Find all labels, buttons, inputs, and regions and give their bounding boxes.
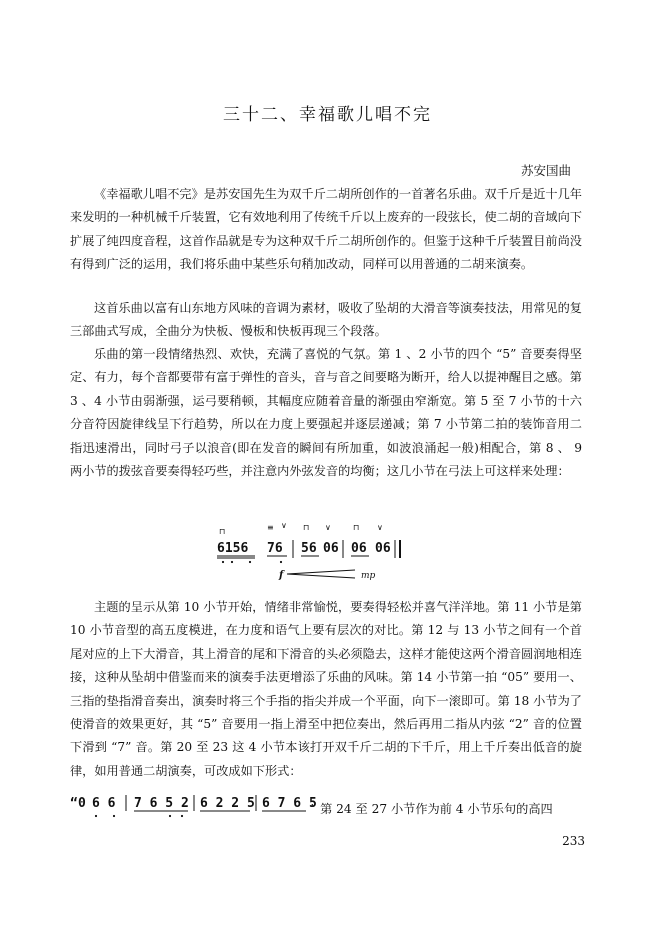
svg-text:⊓: ⊓ bbox=[353, 523, 360, 532]
notation-inline-3: 7 6 5 2 bbox=[134, 796, 189, 811]
notation-inline-4: 6 2 2 5 bbox=[200, 796, 255, 811]
svg-text:∨: ∨ bbox=[377, 523, 383, 532]
score-excerpt-alternate bbox=[70, 781, 317, 825]
svg-text:“: “ bbox=[70, 796, 78, 811]
notation-group-1: 6156 bbox=[217, 541, 249, 556]
notation-inline-2: 6 6 bbox=[92, 796, 116, 811]
notation-group-3: 56 bbox=[301, 541, 317, 556]
svg-text:f: f bbox=[279, 570, 284, 581]
notation-group-2: 76 bbox=[267, 541, 283, 556]
notation-group-5: 06 bbox=[351, 541, 367, 556]
svg-text:∨: ∨ bbox=[325, 523, 331, 532]
notation-group-6: 06 bbox=[375, 541, 391, 556]
svg-text:⊓: ⊓ bbox=[219, 527, 226, 536]
chapter-title: 三十二、幸福歌儿唱不完 bbox=[223, 105, 432, 125]
paragraph-style: 这首乐曲以富有山东地方风味的音调为素材，吸收了坠胡的大滑音等演奏技法，用常见的复三部曲式写成，全曲分为快板、慢板和快板再现三个段落。 bbox=[70, 301, 582, 339]
svg-text:≡: ≡ bbox=[267, 523, 274, 532]
page-number: 233 bbox=[562, 834, 585, 848]
notation-inline-1: 0 bbox=[78, 796, 86, 811]
paragraph-theme: 主题的呈示从第 10 小节开始，情绪非常愉悦，要奏得轻松并喜气洋洋地。第 11 小节是第 10 小节音型的高五度模进，在力度和语气上要有层次的对比。第 12 与 13 小节之间有一个首尾对应的上下大滑音，其上滑音的尾和下滑音的头必须隐去，这样才能使这两个滑音圆润地相连接，这种从坠胡中借鉴而来的演奏手法更增添了乐曲的风味。第 14 小节第一拍 “05” 要用一、三指的垫指滑音奏出，演奏时将三个手指的指尖并成一个平面，向下一滚即可。第 18 小节为了使滑音的效果更好，其 “5” 音要用一指上滑至中把位奏出，然后再用二指从内弦 “2” 音的位置下滑到 “7” 音。第 20 至 23 这 4 小节本该打开双千斤二胡的下千斤，用上千斤奏出低音的旋律，如用普通二胡演奏，可改成如下形式： bbox=[70, 600, 582, 778]
notation-inline-5: 6 7 6 5 bbox=[262, 796, 317, 811]
composer-credit: 苏安国曲 bbox=[520, 163, 571, 178]
svg-text:∨: ∨ bbox=[281, 521, 287, 530]
paragraph-section-one: 乐曲的第一段情绪热烈、欢快，充满了喜悦的气氛。第 1 、2 小节的四个 “5” 音要奏得坚定、有力，每个音都要带有富于弹性的音头，音与音之间要略为断开，给人以提神醒目之感。第 3 、4 小节由弱渐强，运弓要稍顿，其幅度应随着音量的渐强由窄渐宽。第 5 至 7 小节的十六分音符因旋律线呈下行趋势，所以在力度上要强起并逐层递减；第 7 小节第二拍的装饰音用二指迅速滑出，同时弓子以浪音(即在发音的瞬间有所加重，如波浪涌起一般)相配合，第 8 、 9 两小节的拨弦音要奏得轻巧些，并注意内外弦发音的均衡；这几小节在弓法上可这样来处理： bbox=[70, 347, 582, 479]
dynamic-marking: mp bbox=[361, 571, 376, 581]
paragraph-intro: 《幸福歌儿唱不完》是苏安国先生为双千斤二胡所创作的一首著名乐曲。双千斤是近十几年来发明的一种机械千斤装置，它有效地利用了传统千斤以上废弃的一段弦长，使二胡的音域向下扩展了纯四度音程，这首作品就是专为这种双千斤二胡所创作的。但鉴于这种千斤装置目前尚没有得到广泛的运用，我们将乐曲中某些乐句稍加改动，同样可以用普通的二胡来演奏。 bbox=[70, 187, 582, 272]
jianpu-notation-figure bbox=[215, 520, 425, 580]
notation-group-4: 06 bbox=[323, 541, 339, 556]
score-excerpt-bowing bbox=[215, 520, 425, 584]
paragraph-continuation: ” 第 24 至 27 小节作为前 4 小节乐句的高四 bbox=[310, 802, 553, 816]
jianpu-notation-inline bbox=[70, 781, 317, 821]
svg-text:⊓: ⊓ bbox=[303, 523, 310, 532]
